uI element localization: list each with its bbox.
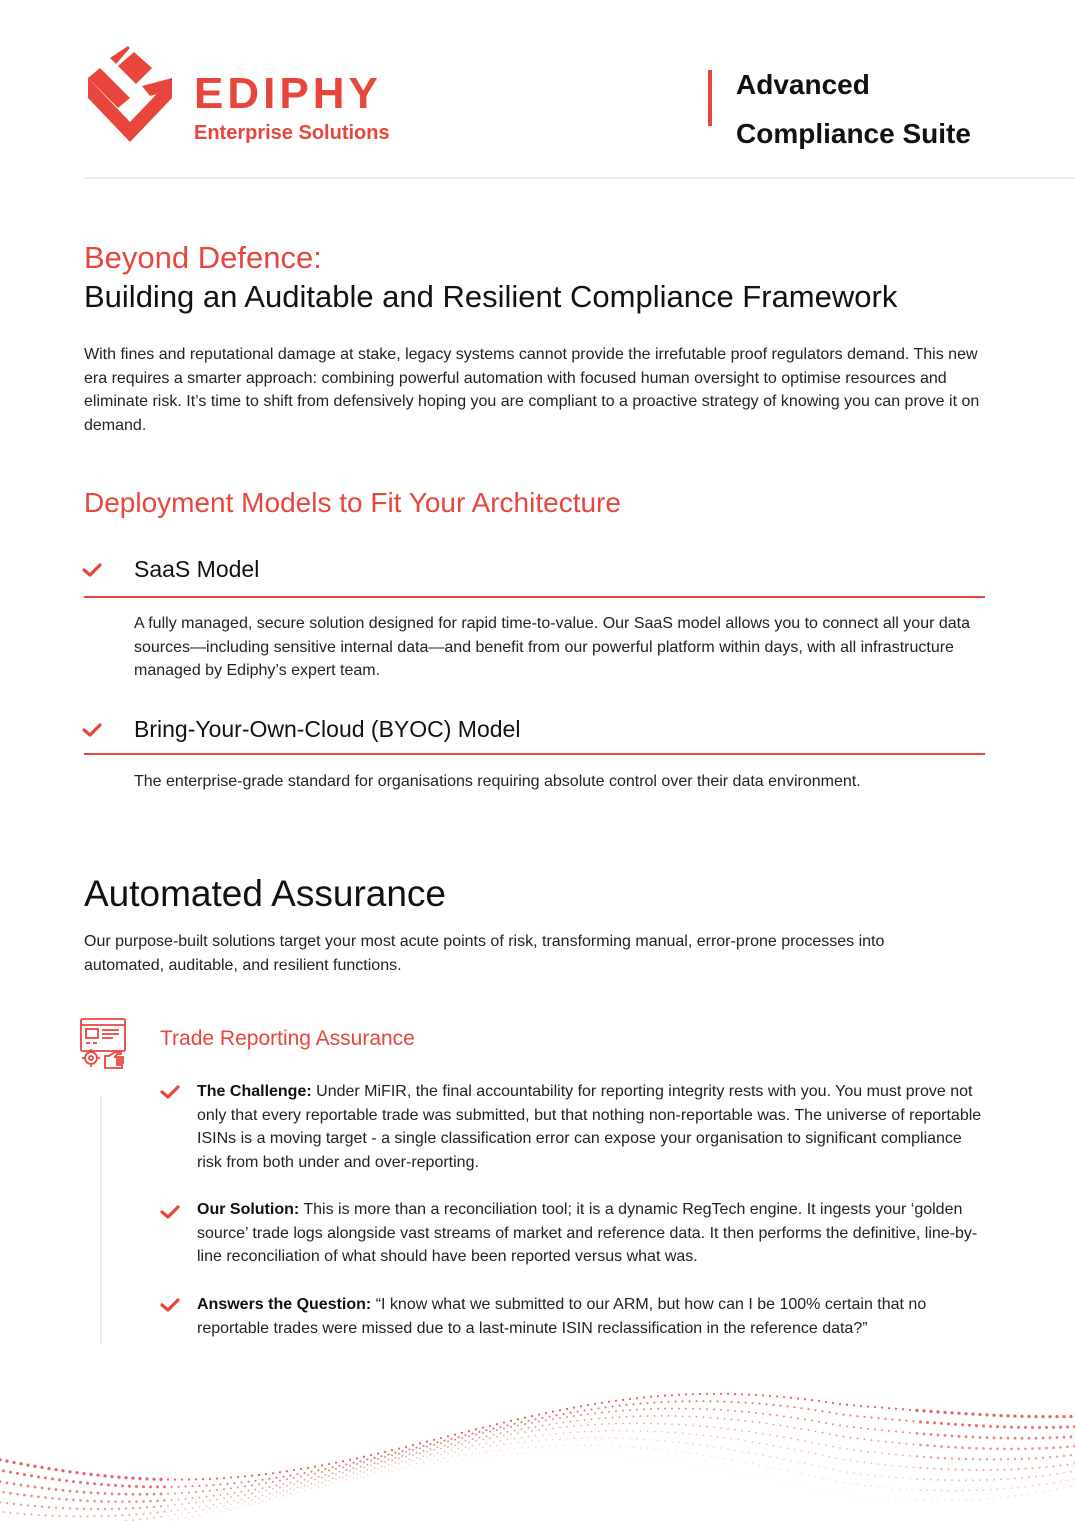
- model-description-saas: A fully managed, secure solution designed for rapid time-to-value. Our SaaS model allows you to connect all your data sources—including sensitive internal data—and benefit from our powerful platform within days, with all infrastructure managed by Ediphy’s expert team.: [134, 615, 971, 679]
- bullet-label: Answers the Question:: [197, 1296, 372, 1313]
- check-icon: [82, 723, 102, 737]
- check-icon: [82, 563, 102, 577]
- bullet-label: The Challenge:: [197, 1083, 312, 1100]
- check-icon: [160, 1205, 180, 1219]
- bullet-body: “I know what we submitted to our ARM, but how can I be 100% certain that no reportable trades were missed due to a last-minute ISIN reclassification in the reference data?”: [197, 1296, 927, 1337]
- check-icon: [160, 1298, 180, 1312]
- feature-connector-line: [100, 1096, 102, 1344]
- brand-subtitle: Enterprise Solutions: [194, 122, 390, 144]
- hero-kicker: Beyond Defence:: [84, 240, 322, 275]
- header-divider: [84, 177, 1075, 179]
- check-icon: [160, 1085, 180, 1099]
- bullet-label: Our Solution:: [197, 1201, 300, 1218]
- model-divider: [84, 596, 985, 598]
- report-settings-icon: [75, 1016, 131, 1072]
- bullet-body: This is more than a reconciliation tool; it is a dynamic RegTech engine. It ingests your ‘golden source’ trade logs alongside vast streams of market and reference data. It then performs the definitive, line-by-line reconciliation of what should have been reported versus what was.: [197, 1201, 978, 1265]
- model-description-byoc: The enterprise-grade standard for organisations requiring absolute control over their data environment.: [134, 773, 861, 790]
- assurance-heading: Automated Assurance: [84, 873, 446, 914]
- hero-title: Building an Auditable and Resilient Compliance Framework: [84, 279, 898, 314]
- suite-title: Advanced Compliance Suite: [736, 69, 971, 149]
- feature-title: Trade Reporting Assurance: [160, 1027, 415, 1050]
- header-accent-bar: [708, 70, 712, 126]
- brand-name: EDIPHY: [194, 69, 382, 118]
- model-title-saas: SaaS Model: [134, 556, 260, 582]
- bullet-body: Under MiFIR, the final accountability for reporting integrity rests with you. You must prove not only that every reportable trade was submitted, but that nothing non-reportable was. The universe of reportable ISINs is a moving target - a single classification error can expose your organisation to significant compliance risk from both under and over-reporting.: [197, 1083, 982, 1171]
- dotted-wave-decoration: [0, 1350, 1075, 1521]
- bullet-solution: [197, 1198, 982, 1269]
- ediphy-logo-icon: [88, 46, 172, 144]
- model-title-byoc: Bring-Your-Own-Cloud (BYOC) Model: [134, 716, 521, 742]
- deployment-heading: Deployment Models to Fit Your Architecture: [84, 487, 621, 518]
- model-divider: [84, 753, 985, 755]
- hero-body: With fines and reputational damage at stake, legacy systems cannot provide the irrefutable proof regulators demand. This new era requires a smarter approach: combining powerful automation with focused human oversight to optimise resources and eliminate risk. It’s time to shift from defensively hoping you are compliant to a proactive strategy of knowing you can prove it on demand.: [84, 346, 980, 434]
- bullet-challenge: [197, 1080, 982, 1174]
- assurance-body: Our purpose-built solutions target your most acute points of risk, transforming manual, error-prone processes into automated, auditable, and resilient functions.: [84, 933, 885, 974]
- bullet-question: [197, 1293, 982, 1340]
